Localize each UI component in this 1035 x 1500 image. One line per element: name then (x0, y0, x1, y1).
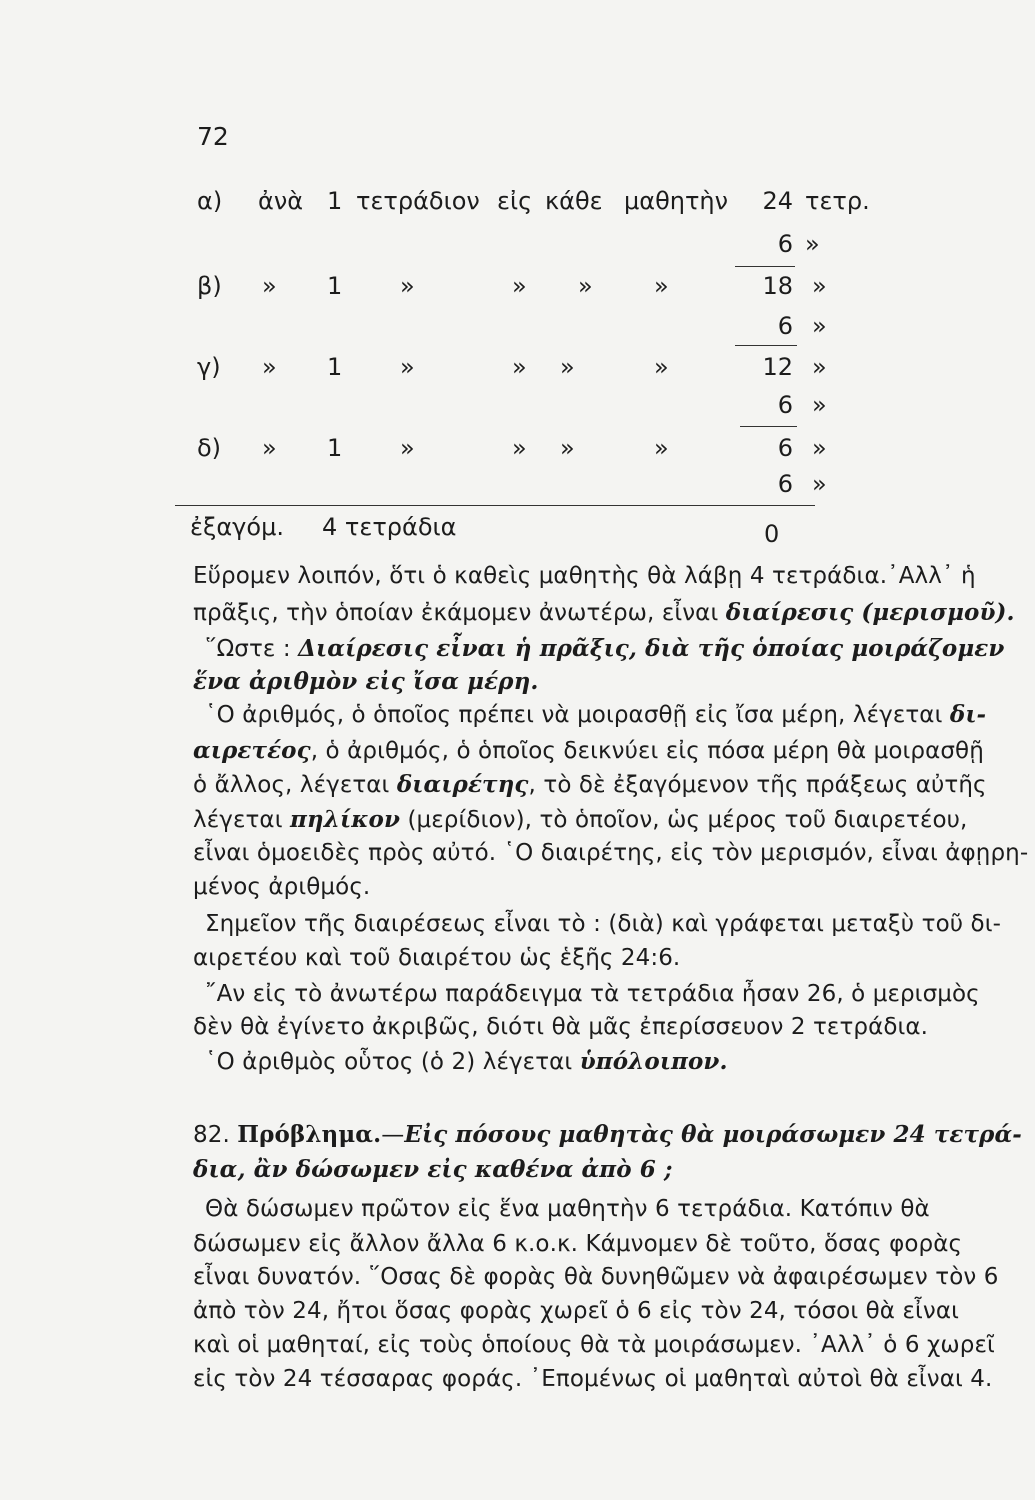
text-line: ῎Αν εἰς τὸ ἀνωτέρω παράδειγμα τὰ τετράδια ἦσαν 26, ὁ μερισμὸς (205, 981, 980, 1007)
text-line: καὶ οἱ μαθηταί, εἰς τοὺς ὁποίους θὰ τὰ μοιράσωμεν. ᾿Αλλ᾿ ὁ 6 χωρεῖ (193, 1332, 995, 1358)
row-word: τετράδιον (356, 187, 480, 215)
row-value: 6 (777, 434, 793, 462)
row-ana: » (262, 434, 277, 462)
text-line: εἶναι δυνατόν. ῞Οσας δὲ φορὰς θὰ δυνηθῶμεν νὰ ἀφαιρέσωμεν τὸν 6 (193, 1264, 999, 1290)
text-line: μένος ἀριθμός. (193, 874, 371, 900)
text-line: εἶναι ὁμοειδὲς πρὸς αὐτό. ῾Ο διαιρέτης, εἰς τὸν μερισμόν, εἶναι ἀφῃρη- (193, 840, 1029, 866)
row-unit: » (812, 272, 827, 300)
total-value: 4 τετράδια (322, 513, 457, 541)
row-label: β) (197, 272, 222, 300)
problem-heading: 82. Πρόβλημα.—Εἰς πόσους μαθητὰς θὰ μοιράσωμεν 24 τετρά- (193, 1121, 1022, 1148)
row-mathitin: » (654, 353, 669, 381)
text-line: αιρετέος, ὁ ἀριθμός, ὁ ὁποῖος δεικνύει εἰς πόσα μέρη θὰ μοιρασθῇ (193, 737, 984, 764)
row-mathitin: μαθητὴν (624, 187, 729, 215)
row-unit: τετρ. (805, 187, 870, 215)
problem-line: δια, ἂν δώσωμεν εἰς καθένα ἀπὸ 6 ; (193, 1156, 673, 1183)
row-num: 1 (327, 434, 343, 462)
row-kathe: » (560, 353, 575, 381)
subtraction-line (735, 266, 795, 267)
row-unit: » (812, 434, 827, 462)
row-ana: » (262, 353, 277, 381)
term-remainder: ὑπόλοιπον. (579, 1048, 728, 1075)
row-ana: » (262, 272, 277, 300)
text-line: Θὰ δώσωμεν πρῶτον εἰς ἕνα μαθητὴν 6 τετράδια. Κατόπιν θὰ (205, 1196, 930, 1222)
subtrahend-value: 6 (777, 230, 793, 258)
row-mathitin: » (654, 272, 669, 300)
subtraction-line (735, 345, 797, 346)
text-line: αιρετέου καὶ τοῦ διαιρέτου ὡς ἑξῆς 24:6. (193, 945, 681, 971)
row-unit: » (812, 353, 827, 381)
term-dividend: αιρετέος (193, 737, 311, 764)
row-value: 24 (762, 187, 793, 215)
row-eis: » (512, 353, 527, 381)
subtrahend-unit: » (812, 470, 827, 498)
text-line: δὲν θὰ ἐγίνετο ἀκριβῶς, διότι θὰ μᾶς ἐπερίσσευον 2 τετράδια. (193, 1014, 929, 1040)
text-line: Εὕρομεν λοιπόν, ὅτι ὁ καθεὶς μαθητὴς θὰ λάβῃ 4 τετράδια.᾿Αλλ᾿ ἡ (193, 563, 976, 589)
row-kathe: » (578, 272, 593, 300)
text-line: εἰς τὸν 24 τέσσαρας φοράς. ᾿Επομένως οἱ μαθηταὶ αὐτοὶ θὰ εἶναι 4. (193, 1366, 993, 1392)
row-label: γ) (197, 353, 221, 381)
text-line: ἀπὸ τὸν 24, ἤτοι ὅσας φορὰς χωρεῖ ὁ 6 εἰς τὸν 24, τόσοι θὰ εἶναι (193, 1298, 959, 1324)
row-eis: εἰς (497, 187, 533, 215)
text-line: πρᾶξις, τὴν ὁποίαν ἐκάμομεν ἀνωτέρω, εἶναι διαίρεσις (μερισμοῦ). (193, 599, 1015, 626)
total-line (175, 505, 815, 506)
term-divisor: διαιρέτης (396, 771, 529, 798)
subtrahend-value: 6 (777, 470, 793, 498)
definition-line: ῞Ωστε : Διαίρεσις εἶναι ἡ πρᾶξις, διὰ τῆς ὁποίας μοιράζομεν (205, 635, 1005, 662)
total-label: ἐξαγόμ. (190, 513, 284, 541)
term-division: διαίρεσις (μερισμοῦ). (725, 599, 1015, 626)
subtrahend-unit: » (812, 312, 827, 340)
definition-line: ἕνα ἀριθμὸν εἰς ἴσα μέρη. (193, 668, 539, 695)
row-mathitin: » (654, 434, 669, 462)
row-word: » (400, 434, 415, 462)
page-number: 72 (197, 122, 229, 151)
row-num: 1 (327, 187, 343, 215)
row-word: » (400, 353, 415, 381)
text-line: ῾Ο ἀριθμός, ὁ ὁποῖος πρέπει νὰ μοιρασθῇ εἰς ἴσα μέρη, λέγεται δι- (205, 701, 987, 728)
text-line: ῾Ο ἀριθμὸς οὗτος (ὁ 2) λέγεται ὑπόλοιπον. (205, 1048, 728, 1075)
row-num: 1 (327, 272, 343, 300)
subtraction-line (740, 426, 797, 427)
remainder: 0 (764, 520, 780, 548)
row-label: δ) (197, 434, 222, 462)
row-eis: » (512, 272, 527, 300)
term-quotient: πηλίκον (290, 806, 401, 833)
row-value: 18 (762, 272, 793, 300)
subtrahend-value: 6 (777, 312, 793, 340)
subtrahend-unit: » (812, 391, 827, 419)
text-line: δώσωμεν εἰς ἄλλον ἄλλα 6 κ.ο.κ. Κάμνομεν δὲ τοῦτο, ὅσας φορὰς (193, 1231, 963, 1257)
row-label: α) (197, 187, 223, 215)
row-kathe: κάθε (545, 187, 603, 215)
row-kathe: » (560, 434, 575, 462)
row-word: » (400, 272, 415, 300)
row-value: 12 (762, 353, 793, 381)
text-line: λέγεται πηλίκον (μερίδιον), τὸ ὁποῖον, ὡς μέρος τοῦ διαιρετέου, (193, 806, 968, 833)
row-ana: ἀνὰ (258, 187, 304, 215)
row-num: 1 (327, 353, 343, 381)
text-line: Σημεῖον τῆς διαιρέσεως εἶναι τὸ : (διὰ) καὶ γράφεται μεταξὺ τοῦ δι- (205, 911, 1002, 937)
subtrahend-value: 6 (777, 391, 793, 419)
text-line: ὁ ἄλλος, λέγεται διαιρέτης, τὸ δὲ ἐξαγόμενον τῆς πράξεως αὐτῆς (193, 771, 987, 798)
subtrahend-unit: » (805, 230, 820, 258)
row-eis: » (512, 434, 527, 462)
